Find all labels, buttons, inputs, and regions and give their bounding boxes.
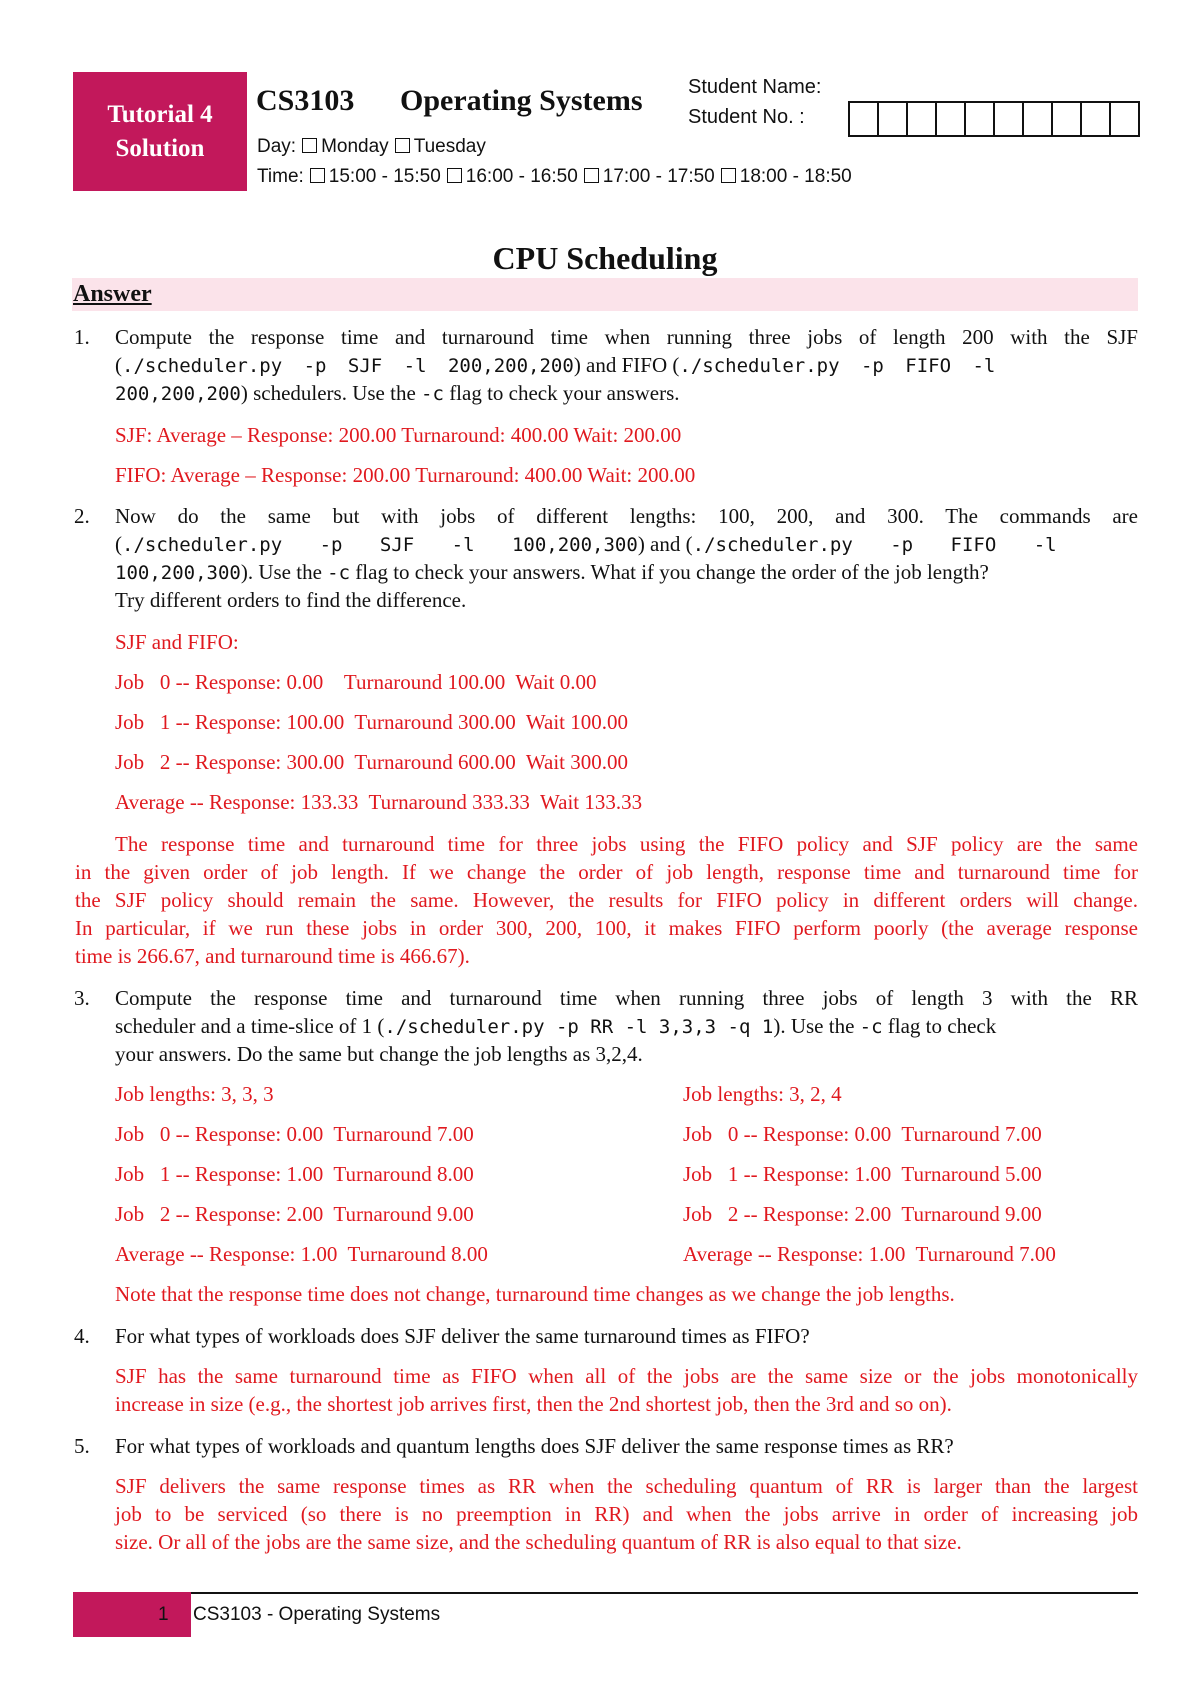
- checkbox-monday[interactable]: [302, 138, 317, 153]
- student-no-box[interactable]: [879, 103, 908, 135]
- student-no-boxes[interactable]: [848, 101, 1140, 137]
- q2-line2: [115, 532, 1138, 557]
- q1-line3: [115, 381, 680, 406]
- q2-text: ) and (: [637, 532, 693, 556]
- q3-left-row: Job 1 -- Response: 1.00 Turnaround 8.00: [115, 1162, 474, 1186]
- q3-line2: [115, 1014, 996, 1039]
- tutorial-badge: [73, 72, 247, 191]
- q2-text: (: [115, 532, 122, 556]
- q2-answer-average: Average -- Response: 133.33 Turnaround 333.33 Wait 133.33: [115, 790, 643, 814]
- q3-right-average: Average -- Response: 1.00 Turnaround 7.00: [683, 1242, 1056, 1266]
- checkbox-tuesday[interactable]: [395, 138, 410, 153]
- q3-note: Note that the response time does not change, turnaround time changes as we change the job lengths.: [115, 1282, 955, 1306]
- day-label: Day:: [257, 136, 297, 157]
- q1-line2: [115, 353, 1138, 378]
- footer-accent-block: [73, 1592, 191, 1637]
- q1-code: ./scheduler.py -p SJF -l 200,200,200: [122, 355, 574, 377]
- solution-label: Solution: [115, 134, 205, 162]
- q1-text: ) schedulers. Use the: [240, 381, 422, 405]
- q1-code: ./scheduler.py -p FIFO -l: [679, 355, 996, 377]
- q1-text: flag to check your answers.: [443, 381, 680, 405]
- q3-right-row: Job 2 -- Response: 2.00 Turnaround 9.00: [683, 1202, 1042, 1226]
- q1-flag: -c: [421, 383, 444, 405]
- student-no-box[interactable]: [908, 103, 937, 135]
- q3-code: ./scheduler.py -p RR -l 3,3,3 -q 1: [384, 1016, 774, 1038]
- page-title: CPU Scheduling: [492, 240, 718, 276]
- q2-answer-row: Job 0 -- Response: 0.00 Turnaround 100.00 Wait 0.00: [115, 670, 597, 694]
- q3-line3: your answers. Do the same but change the job lengths as 3,2,4.: [115, 1042, 643, 1066]
- q3-right-row: Job 1 -- Response: 1.00 Turnaround 5.00: [683, 1162, 1042, 1186]
- q3-right-row: Job 0 -- Response: 0.00 Turnaround 7.00: [683, 1122, 1042, 1146]
- course-code: CS3103: [256, 84, 355, 117]
- q2-answer-row: Job 2 -- Response: 300.00 Turnaround 600.00 Wait 300.00: [115, 750, 629, 774]
- q2-code: ./scheduler.py -p FIFO -l: [692, 534, 1057, 556]
- q1-answer-sjf: SJF: Average – Response: 200.00 Turnaround: 400.00 Wait: 200.00: [115, 423, 682, 447]
- q2-number: 2.: [74, 504, 90, 528]
- q2-line4: Try different orders to find the difference.: [115, 588, 467, 612]
- q3-left-heading: Job lengths: 3, 3, 3: [115, 1082, 274, 1106]
- time-option: 16:00 - 16:50: [465, 166, 578, 187]
- q2-explanation-line: The response time and turnaround time for three jobs using the FIFO policy and SJF policy are the same: [115, 832, 1138, 856]
- q2-text: flag to check your answers. What if you change the order of the job length?: [350, 560, 989, 584]
- q2-answer-row: Job 1 -- Response: 100.00 Turnaround 300.00 Wait 100.00: [115, 710, 629, 734]
- day-tuesday: Tuesday: [413, 136, 486, 157]
- q3-text: ). Use the: [773, 1014, 860, 1038]
- student-no-box[interactable]: [1082, 103, 1111, 135]
- footer-rule: [191, 1592, 1138, 1594]
- q2-answer-heading: SJF and FIFO:: [115, 630, 239, 654]
- q3-number: 3.: [74, 986, 90, 1010]
- footer-page-number: 1: [158, 1604, 169, 1625]
- student-no-box[interactable]: [995, 103, 1024, 135]
- q4-question: For what types of workloads does SJF deliver the same turnaround times as FIFO?: [115, 1324, 810, 1348]
- student-no-box[interactable]: [1053, 103, 1082, 135]
- day-row: [257, 136, 486, 158]
- q3-left-row: Job 2 -- Response: 2.00 Turnaround 9.00: [115, 1202, 474, 1226]
- q3-text: flag to check: [882, 1014, 997, 1038]
- tutorial-label: Tutorial 4: [107, 100, 213, 128]
- q2-explanation-line: In particular, if we run these jobs in order 300, 200, 100, it makes FIFO perform poorly (the average response: [75, 916, 1138, 940]
- q2-flag: -c: [327, 562, 351, 584]
- q1-line1: Compute the response time and turnaround time when running three jobs of length 200 with the SJF: [115, 325, 1138, 349]
- q5-question: For what types of workloads and quantum lengths does SJF deliver the same response times as RR?: [115, 1434, 954, 1458]
- q3-flag: -c: [859, 1016, 883, 1038]
- time-row: [257, 166, 852, 188]
- q1-number: 1.: [74, 325, 90, 349]
- answer-heading: Answer: [73, 281, 152, 307]
- footer-course: CS3103 - Operating Systems: [193, 1604, 441, 1625]
- q2-code: ./scheduler.py -p SJF -l 100,200,300: [122, 534, 638, 556]
- student-no-label: Student No. :: [688, 106, 805, 128]
- q3-right-heading: Job lengths: 3, 2, 4: [683, 1082, 842, 1106]
- q3-left-row: Job 0 -- Response: 0.00 Turnaround 7.00: [115, 1122, 474, 1146]
- course-name: Operating Systems: [400, 84, 643, 117]
- checkbox-time-4[interactable]: [721, 168, 736, 183]
- q4-answer-line: increase in size (e.g., the shortest job arrives first, then the 2nd shortest job, then the 3rd and so on).: [115, 1392, 952, 1416]
- q1-text: (: [115, 353, 122, 377]
- q2-line1: Now do the same but with jobs of different lengths: 100, 200, and 300. The commands are: [115, 504, 1138, 528]
- student-no-box[interactable]: [850, 103, 879, 135]
- q1-text: ) and FIFO (: [573, 353, 680, 377]
- time-option: 15:00 - 15:50: [328, 166, 441, 187]
- q4-answer-line: SJF has the same turnaround time as FIFO when all of the jobs are the same size or the jobs monotonically: [115, 1364, 1138, 1388]
- q2-explanation-line: in the given order of job length. If we change the order of job length, response time and turnaround time for: [75, 860, 1138, 884]
- answer-bar: [72, 278, 1138, 311]
- student-no-box[interactable]: [966, 103, 995, 135]
- q3-left-average: Average -- Response: 1.00 Turnaround 8.00: [115, 1242, 488, 1266]
- q4-number: 4.: [74, 1324, 90, 1348]
- checkbox-time-1[interactable]: [310, 168, 325, 183]
- q5-answer-line: job to be serviced (so there is no preemption in RR) and when the jobs arrive in order of increasing job: [115, 1502, 1138, 1526]
- student-no-box[interactable]: [1111, 103, 1138, 135]
- time-option: 18:00 - 18:50: [739, 166, 852, 187]
- q2-explanation-line: time is 266.67, and turnaround time is 466.67).: [75, 944, 470, 968]
- q5-answer-line: SJF delivers the same response times as RR when the scheduling quantum of RR is larger than the largest: [115, 1474, 1138, 1498]
- q2-text: ). Use the: [240, 560, 328, 584]
- q5-number: 5.: [74, 1434, 90, 1458]
- q2-code: 100,200,300: [115, 562, 241, 584]
- time-option: 17:00 - 17:50: [602, 166, 715, 187]
- checkbox-time-2[interactable]: [447, 168, 462, 183]
- checkbox-time-3[interactable]: [584, 168, 599, 183]
- q3-line1: Compute the response time and turnaround time when running three jobs of length 3 with the RR: [115, 986, 1138, 1010]
- q5-answer-line: size. Or all of the jobs are the same size, and the scheduling quantum of RR is also equal to that size.: [115, 1530, 962, 1554]
- q1-answer-fifo: FIFO: Average – Response: 200.00 Turnaround: 400.00 Wait: 200.00: [115, 463, 696, 487]
- day-monday: Monday: [321, 136, 389, 157]
- q2-line3: [115, 560, 989, 585]
- q3-text: scheduler and a time-slice of 1 (: [115, 1014, 385, 1038]
- q2-explanation-line: the SJF policy should remain the same. However, the results for FIFO policy in different orders will change.: [75, 888, 1138, 912]
- student-name-label: Student Name:: [688, 76, 822, 98]
- time-label: Time:: [257, 166, 304, 187]
- q1-code: 200,200,200: [115, 383, 241, 405]
- student-no-box[interactable]: [1024, 103, 1053, 135]
- student-no-box[interactable]: [937, 103, 966, 135]
